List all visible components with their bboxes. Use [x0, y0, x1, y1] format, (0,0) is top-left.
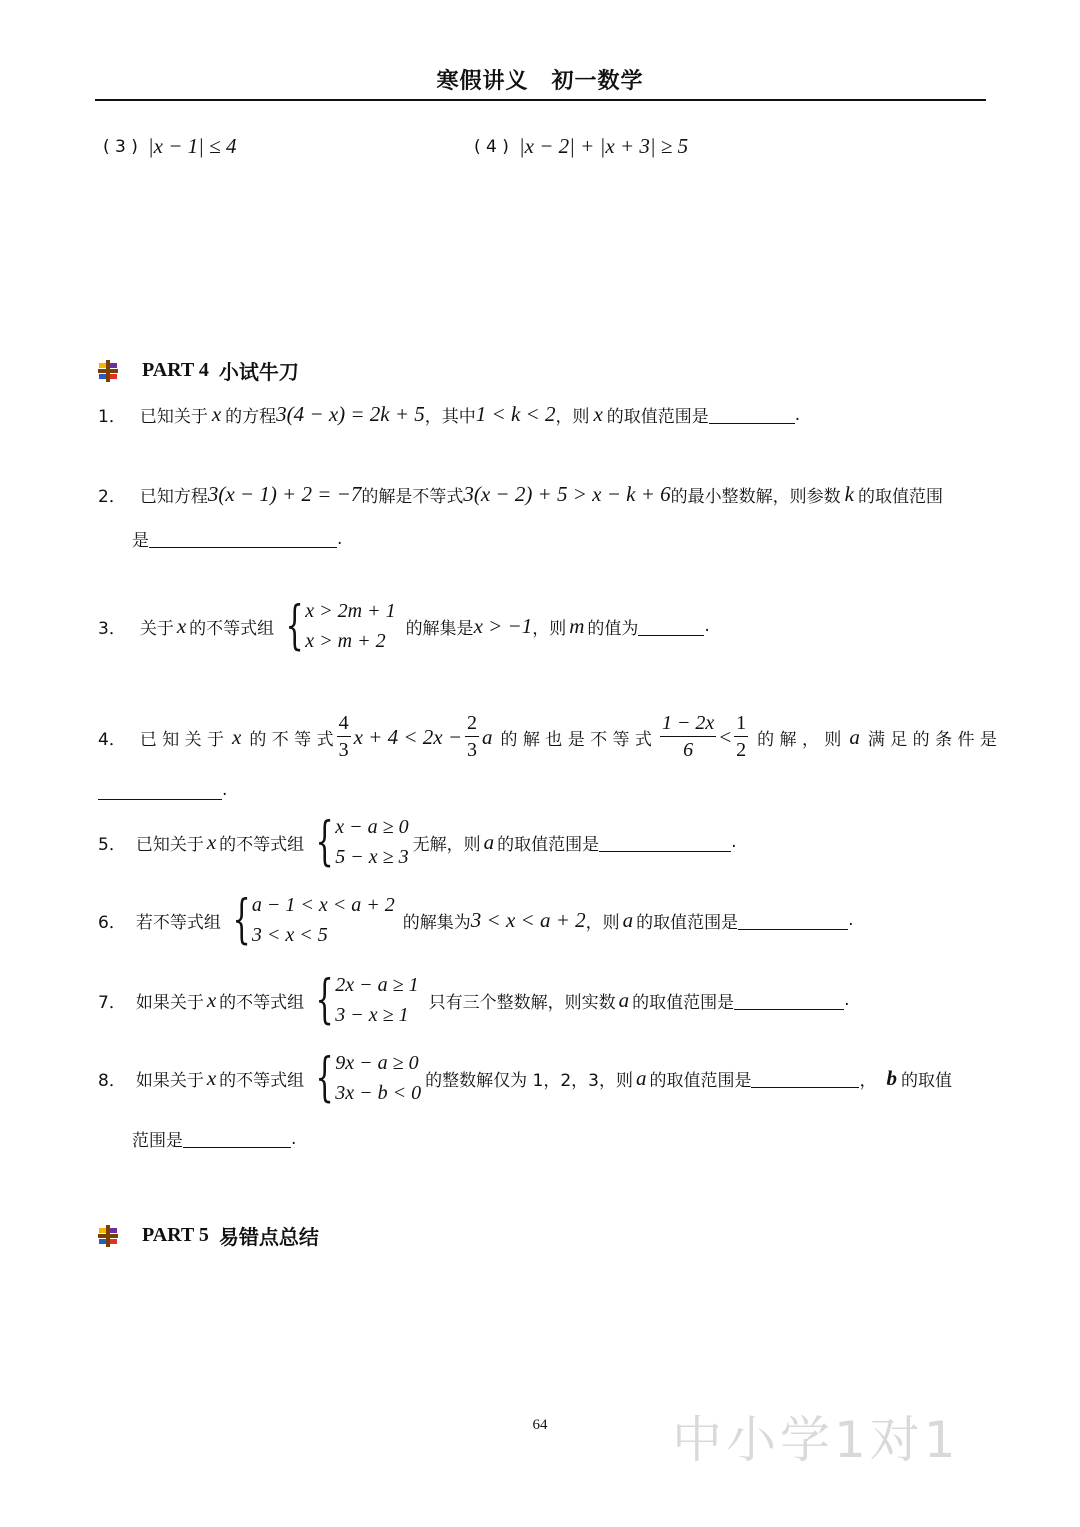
answer-blank[interactable]: [709, 405, 795, 424]
question-text: ，则: [555, 407, 590, 427]
question-text: 的解集为: [402, 912, 471, 933]
question-text: 只有三个整数解，则实数: [428, 992, 616, 1013]
question-number: 3．: [98, 618, 126, 639]
part-title: 小试牛刀: [218, 360, 299, 384]
variable-x: x: [206, 1065, 217, 1090]
inequality-system: [308, 1048, 421, 1108]
answer-blank[interactable]: [599, 833, 731, 852]
prev-item-3: [103, 134, 236, 159]
system-row: x > 2m + 1: [305, 600, 396, 622]
item-expression: |x − 1| ≤ 4: [147, 134, 237, 158]
answer-blank[interactable]: [149, 529, 337, 548]
question-number: 4．: [98, 729, 126, 750]
left-brace: {: [315, 1048, 334, 1108]
question-text: 的不等式组: [219, 1070, 305, 1091]
answer-blank[interactable]: [751, 1069, 859, 1088]
question-number: 7．: [98, 992, 126, 1013]
variable-a: a: [618, 987, 630, 1012]
inequality-system: [278, 596, 395, 656]
question-text: 的 解 ， 则: [757, 729, 842, 750]
denominator: 3: [338, 739, 349, 761]
system-row: 3x − b < 0: [335, 1082, 422, 1104]
question-1: [98, 402, 800, 427]
part-number: PART 4: [142, 359, 209, 381]
item-label: ( 3 ): [103, 136, 138, 157]
question-text: 的解集是: [405, 618, 474, 639]
variable-x: x: [206, 987, 217, 1012]
question-text: 满 足 的 条 件 是: [867, 729, 997, 750]
question-text: 的 解 也 是 不 等 式: [500, 729, 652, 750]
fraction: [337, 712, 351, 762]
prev-item-4: [474, 134, 688, 159]
variable-a: a: [849, 724, 860, 749]
question-7: [98, 970, 850, 1030]
question-text: 的整数解仅为 1，2，3，则: [425, 1070, 633, 1091]
question-text: 如果关于: [135, 992, 204, 1013]
inequality-system: [308, 970, 418, 1030]
system-row: 9x − a ≥ 0: [335, 1052, 419, 1074]
answer-blank[interactable]: [734, 991, 844, 1010]
question-text: 若不等式组: [135, 912, 221, 933]
question-text: 的解是不等式: [361, 487, 464, 507]
part-bullet-icon: [98, 1225, 118, 1247]
variable-m: m: [569, 613, 585, 638]
part5-heading: [98, 1221, 319, 1250]
variable-a: a: [483, 829, 495, 854]
question-text: 的不等式组: [219, 834, 305, 855]
item-label: ( 4 ): [474, 136, 509, 157]
left-brace: {: [285, 596, 304, 656]
fraction: [734, 712, 748, 762]
question-number: 8．: [98, 1070, 126, 1091]
question-text: 的取值范围是: [649, 1070, 752, 1091]
question-4: [98, 712, 997, 762]
question-text: ，则: [585, 912, 620, 933]
fraction: [660, 712, 716, 762]
question-text: ，: [859, 1070, 877, 1091]
system-row: x > m + 2: [305, 630, 386, 652]
question-text: 的取值范围是: [636, 912, 739, 933]
page-header-title: 寒假讲义 初一数学: [436, 69, 644, 94]
item-expression: |x − 2| + |x + 3| ≥ 5: [518, 134, 689, 158]
question-8: [98, 1048, 952, 1108]
period: .: [794, 404, 801, 425]
question-4-cont: [98, 780, 227, 800]
left-brace: {: [232, 890, 251, 950]
period: .: [844, 990, 850, 1010]
less-than: <: [719, 724, 732, 749]
answer-blank[interactable]: [638, 617, 704, 636]
question-8-cont: [132, 1126, 296, 1151]
variable-a: a: [635, 1065, 647, 1090]
question-text: 无解，则: [412, 834, 481, 855]
part-bullet-icon: [98, 360, 118, 382]
question-text: ，则: [532, 618, 567, 639]
variable-a: a: [622, 907, 634, 932]
question-number: 2．: [98, 487, 126, 507]
numerator: 1 − 2x: [660, 712, 716, 737]
question-text: 的不等式组: [189, 618, 275, 639]
watermark: 中小学1对1: [672, 1411, 960, 1469]
numerator: 4: [337, 712, 351, 737]
condition: 1 < k < 2: [475, 402, 556, 426]
inequality: 3(x − 2) + 5 > x − k + 6: [463, 482, 671, 506]
variable-x: x: [211, 402, 222, 426]
question-2-cont: [132, 526, 342, 551]
answer-blank[interactable]: [738, 911, 848, 930]
period: .: [222, 780, 228, 800]
question-number: 1．: [98, 407, 126, 427]
numerator: 2: [465, 712, 479, 737]
denominator: 6: [683, 739, 694, 761]
question-text: 已知方程: [139, 487, 208, 507]
page-number: 64: [532, 1417, 548, 1433]
inequality-part: a: [482, 724, 493, 749]
question-number: 6．: [98, 912, 126, 933]
equation: 3(x − 1) + 2 = −7: [207, 482, 362, 506]
question-text: 关于: [139, 618, 174, 639]
period: .: [848, 910, 854, 930]
answer-blank[interactable]: [183, 1129, 291, 1148]
left-brace: {: [315, 970, 334, 1030]
question-2: [98, 482, 943, 507]
system-row: x − a ≥ 0: [335, 816, 409, 838]
period: .: [291, 1128, 297, 1149]
numerator: 1: [734, 712, 748, 737]
question-3: [98, 596, 710, 656]
equation: 3(4 − x) = 2k + 5: [276, 402, 425, 426]
question-text: 的取值范围是: [497, 834, 600, 855]
question-text: 范围是: [132, 1131, 183, 1151]
question-text: 的取值: [900, 1070, 952, 1091]
header-rule: [95, 99, 986, 101]
solution-set: x > −1: [473, 613, 533, 638]
part-title: 易错点总结: [218, 1225, 319, 1249]
left-brace: {: [315, 812, 334, 872]
variable-x: x: [593, 402, 603, 426]
inequality-system: [308, 812, 408, 872]
system-row: 5 − x ≥ 3: [335, 846, 409, 868]
question-text: 的取值范围是: [606, 407, 709, 427]
question-text: 的取值范围: [857, 487, 943, 507]
system-row: 2x − a ≥ 1: [335, 974, 419, 996]
question-number: 5．: [98, 834, 126, 855]
variable-x: x: [232, 724, 242, 749]
system-row: 3 − x ≥ 1: [335, 1004, 409, 1026]
question-text: 的值为: [587, 618, 639, 639]
period: .: [731, 832, 737, 852]
period: .: [704, 616, 710, 636]
question-text: 的 不 等 式: [249, 729, 334, 750]
system-row: 3 < x < 5: [251, 924, 328, 946]
question-text: 如果关于: [135, 1070, 204, 1091]
question-text: 是: [132, 531, 149, 551]
question-text: 已 知 关 于: [139, 729, 225, 750]
denominator: 2: [736, 739, 747, 761]
inequality-system: [225, 890, 395, 950]
system-row: a − 1 < x < a + 2: [251, 894, 395, 916]
question-text: 的最小整数解，则参数: [670, 487, 841, 507]
period: .: [337, 528, 343, 549]
question-5: [98, 812, 737, 872]
question-text: 的取值范围是: [632, 992, 735, 1013]
question-text: 已知关于: [139, 407, 208, 427]
part-number: PART 5: [142, 1224, 209, 1246]
question-text: 已知关于: [135, 834, 204, 855]
solution-set: 3 < x < a + 2: [470, 907, 586, 932]
question-text: 的方程: [225, 407, 277, 427]
part4-heading: [98, 356, 299, 385]
fraction: [465, 712, 479, 762]
question-6: [98, 890, 854, 950]
inequality-part: x + 4 < 2x −: [353, 724, 462, 749]
variable-b: b: [886, 1065, 897, 1090]
question-text: 的不等式组: [219, 992, 305, 1013]
variable-k: k: [844, 482, 854, 506]
question-text: ，其中: [424, 407, 476, 427]
variable-x: x: [176, 613, 187, 638]
answer-blank[interactable]: [98, 781, 222, 800]
variable-x: x: [206, 829, 217, 854]
denominator: 3: [467, 739, 477, 761]
